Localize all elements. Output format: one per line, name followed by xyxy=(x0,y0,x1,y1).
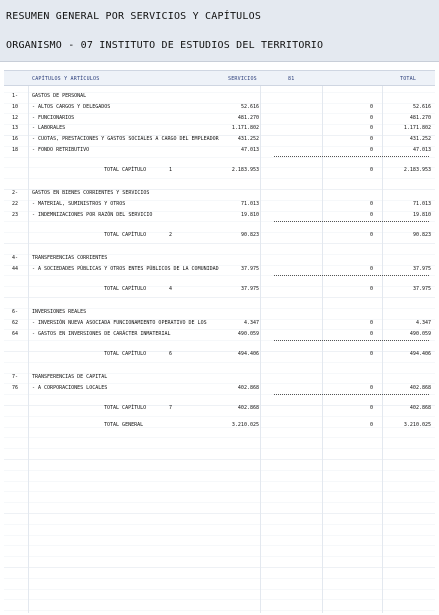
chapter-total-number: 2 xyxy=(169,231,173,238)
total-value: 71.013 xyxy=(412,201,431,207)
chapter-row xyxy=(4,253,435,263)
service-81-value: 0 xyxy=(369,265,373,272)
article-code: 76 xyxy=(12,384,19,391)
chapter-total-row xyxy=(4,165,435,175)
subtotal-divider xyxy=(274,156,429,157)
service-81-value: 0 xyxy=(369,319,373,326)
article-code: 23 xyxy=(12,211,19,218)
total-value: 402.868 xyxy=(409,384,431,391)
chapter-code: 6- xyxy=(12,309,19,315)
chapter-row xyxy=(4,91,435,101)
table-row xyxy=(4,264,435,274)
chapter-total-value: 494.406 xyxy=(409,350,431,357)
subtotal-divider xyxy=(274,394,429,395)
service-81-value: 0 xyxy=(369,136,373,143)
article-code: 18 xyxy=(12,147,19,153)
article-description: - MATERIAL, SUMINISTROS Y OTROS xyxy=(32,201,126,207)
chapter-total-label: TOTAL CAPÍTULO xyxy=(104,350,147,357)
col-servicios: SERVICIOS xyxy=(228,76,257,82)
servicios-value: 52.616 xyxy=(240,103,259,110)
chapter-total-81: 0 xyxy=(369,231,373,238)
chapter-total-row xyxy=(4,403,435,413)
chapter-total-value: 402.868 xyxy=(409,404,431,411)
article-description: - FUNCIONARIOS xyxy=(32,114,75,121)
article-code: 12 xyxy=(12,114,19,121)
servicios-value: 481.270 xyxy=(237,114,259,121)
article-description: - INVERSIÓN NUEVA ASOCIADA FUNCIONAMIENTO OPERATIVO DE LOS xyxy=(32,319,207,326)
servicios-value: 490.059 xyxy=(237,330,259,337)
subtotal-divider xyxy=(274,340,429,341)
chapter-total-servicios: 2.183.953 xyxy=(231,166,259,173)
column-header-row xyxy=(4,71,435,86)
chapter-title: TRANSFERENCIAS DE CAPITAL xyxy=(32,373,108,380)
report-table xyxy=(4,70,435,613)
servicios-value: 19.810 xyxy=(240,211,259,218)
service-81-value: 0 xyxy=(369,103,373,110)
col-capitulos: CAPÍTULOS Y ARTÍCULOS xyxy=(32,76,100,82)
servicios-value: 402.868 xyxy=(237,384,259,391)
service-81-value: 0 xyxy=(369,211,373,218)
chapter-total-servicios: 402.868 xyxy=(237,404,259,411)
service-81-value: 0 xyxy=(369,125,373,132)
chapter-total-number: 6 xyxy=(169,350,173,357)
report-header xyxy=(0,0,439,62)
servicios-value: 4.347 xyxy=(243,319,259,326)
grand-total-servicios: 3.210.025 xyxy=(231,421,259,428)
table-row xyxy=(4,145,435,155)
article-description: - LABORALES xyxy=(32,125,66,132)
chapter-code: 4- xyxy=(12,255,19,261)
grand-total-value: 3.210.025 xyxy=(403,421,431,428)
total-value: 47.013 xyxy=(412,147,431,153)
article-code: 44 xyxy=(12,265,19,272)
total-value: 4.347 xyxy=(415,319,431,326)
chapter-title: TRANSFERENCIAS CORRIENTES xyxy=(32,255,108,261)
table-row xyxy=(4,210,435,220)
table-row xyxy=(4,134,435,144)
col-total: TOTAL xyxy=(400,76,417,82)
article-code: 62 xyxy=(12,319,19,326)
servicios-value: 71.013 xyxy=(240,201,259,207)
chapter-total-row xyxy=(4,349,435,359)
chapter-title: GASTOS DE PERSONAL xyxy=(32,93,87,99)
table-row xyxy=(4,123,435,133)
chapter-total-number: 4 xyxy=(169,285,173,292)
grand-total-81: 0 xyxy=(369,421,373,428)
chapter-total-row xyxy=(4,230,435,240)
chapter-total-81: 0 xyxy=(369,404,373,411)
total-value: 19.810 xyxy=(412,211,431,218)
chapter-total-servicios: 37.975 xyxy=(240,285,259,292)
table-row xyxy=(4,102,435,112)
servicios-value: 37.975 xyxy=(240,265,259,272)
chapter-total-label: TOTAL CAPÍTULO xyxy=(104,166,147,173)
chapter-total-number: 1 xyxy=(169,166,173,173)
chapter-total-value: 2.183.953 xyxy=(403,166,431,173)
chapter-total-servicios: 494.406 xyxy=(237,350,259,357)
chapter-total-81: 0 xyxy=(369,166,373,173)
servicios-value: 431.252 xyxy=(237,136,259,143)
article-description: - CUOTAS, PRESTACIONES Y GASTOS SOCIALES A CARGO DEL EMPLEADOR xyxy=(32,136,219,143)
chapter-total-row xyxy=(4,284,435,294)
servicios-value: 47.013 xyxy=(240,147,259,153)
service-81-value: 0 xyxy=(369,201,373,207)
total-value: 481.270 xyxy=(409,114,431,121)
article-description: - ALTOS CARGOS Y DELEGADOS xyxy=(32,103,111,110)
chapter-total-label: TOTAL CAPÍTULO xyxy=(104,285,147,292)
article-code: 22 xyxy=(12,201,19,207)
chapter-row xyxy=(4,372,435,382)
chapter-title: INVERSIONES REALES xyxy=(32,309,87,315)
col-81: 81 xyxy=(288,76,295,82)
chapter-total-value: 37.975 xyxy=(412,285,431,292)
servicios-value: 1.171.802 xyxy=(231,125,259,132)
report-title: RESUMEN GENERAL POR SERVICIOS Y CAPÍTULOS xyxy=(6,11,262,22)
service-81-value: 0 xyxy=(369,147,373,153)
grand-total-label: TOTAL GENERAL xyxy=(104,421,144,428)
total-value: 37.975 xyxy=(412,265,431,272)
chapter-total-label: TOTAL CAPÍTULO xyxy=(104,231,147,238)
chapter-total-value: 90.823 xyxy=(412,231,431,238)
table-row xyxy=(4,318,435,328)
article-code: 13 xyxy=(12,125,19,132)
chapter-total-81: 0 xyxy=(369,285,373,292)
chapter-title: GASTOS EN BIENES CORRIENTES Y SERVICIOS xyxy=(32,190,150,197)
table-row xyxy=(4,199,435,209)
chapter-row xyxy=(4,307,435,317)
total-value: 431.252 xyxy=(409,136,431,143)
article-code: 16 xyxy=(12,136,19,143)
chapter-total-servicios: 90.823 xyxy=(240,231,259,238)
subtotal-divider xyxy=(274,275,429,276)
service-81-value: 0 xyxy=(369,330,373,337)
chapter-row xyxy=(4,188,435,198)
table-row xyxy=(4,113,435,123)
article-description: - GASTOS EN INVERSIONES DE CARÁCTER INMATERIAL xyxy=(32,330,171,337)
table-row xyxy=(4,383,435,393)
chapter-total-label: TOTAL CAPÍTULO xyxy=(104,404,147,411)
total-value: 1.171.802 xyxy=(403,125,431,132)
chapter-total-number: 7 xyxy=(169,404,173,411)
chapter-total-81: 0 xyxy=(369,350,373,357)
article-code: 10 xyxy=(12,103,19,110)
chapter-code: 1- xyxy=(12,93,19,99)
subtotal-divider xyxy=(274,221,429,222)
total-value: 490.059 xyxy=(409,330,431,337)
total-value: 52.616 xyxy=(412,103,431,110)
chapter-code: 2- xyxy=(12,190,19,197)
organismo-title: ORGANISMO - 07 INSTITUTO DE ESTUDIOS DEL TERRITORIO xyxy=(6,40,324,51)
table-row xyxy=(4,329,435,339)
article-description: - A SOCIEDADES PÚBLICAS Y OTROS ENTES PÚBLICOS DE LA COMUNIDAD xyxy=(32,265,219,272)
article-description: - A CORPORACIONES LOCALES xyxy=(32,384,108,391)
grand-total-row xyxy=(4,420,435,430)
service-81-value: 0 xyxy=(369,384,373,391)
chapter-code: 7- xyxy=(12,373,19,380)
article-description: - INDEMNIZACIONES POR RAZÓN DEL SERVICIO xyxy=(32,211,153,218)
service-81-value: 0 xyxy=(369,114,373,121)
article-code: 64 xyxy=(12,330,19,337)
article-description: - FONDO RETRIBUTIVO xyxy=(32,147,90,153)
